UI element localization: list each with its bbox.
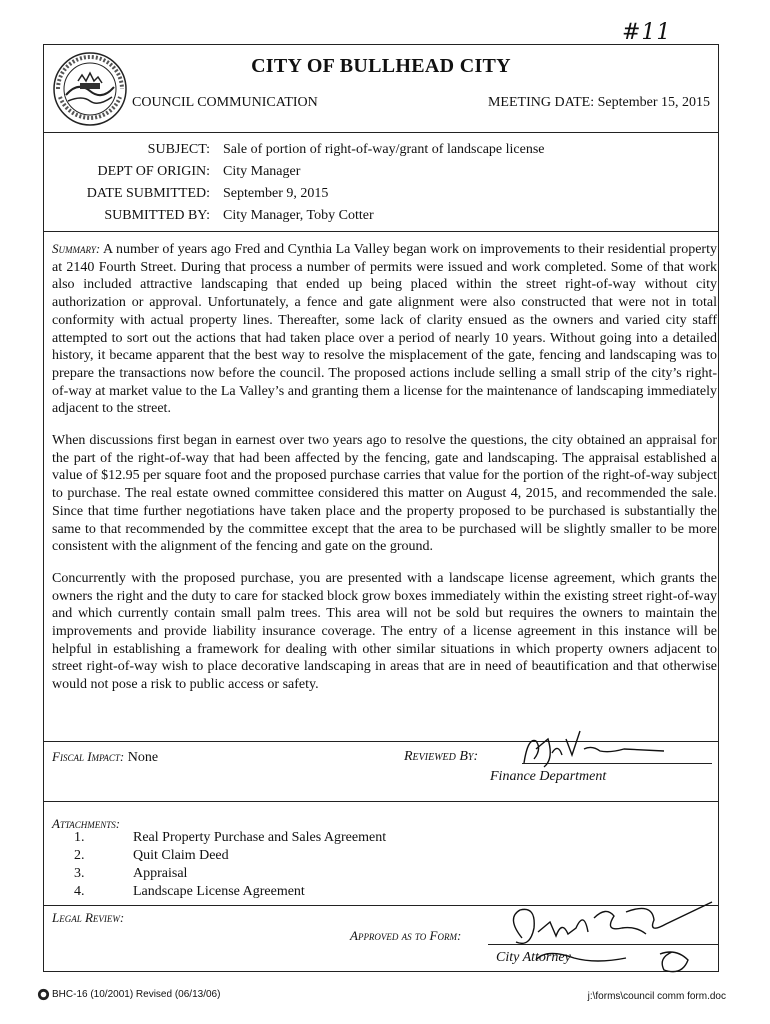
approved-as-to-form-label: Approved as to Form: xyxy=(350,928,462,943)
summary-paragraph-3: Concurrently with the proposed purchase, you are presented with a landscape license agreement, which grants the owners the right and the duty to care for stacked block grow boxes immediately within the existing street right-of-way and which currently contain small palm trees. This area will not be sold but requires the owners to maintain the improvements and provide liability insurance coverage. The entry of a license agreement in this instance will be helpful in establishing a framework for dealing with other similar situations in which property owners adjacent to street right-of-way wish to place decorative landscaping in areas that are in need of beautification and that otherwise would not pose a risk to public access or safety. xyxy=(52,570,717,693)
fiscal-impact-value: None xyxy=(127,750,159,765)
main-content-box xyxy=(43,133,719,802)
summary-paragraph-2: When discussions first began in earnest over two years ago to resolve the questions, the city obtained an appraisal for the part of the right-of-way that had been affected by the fencing, gate and landscaping. The appraisal established a value of $12.95 per square foot and the proposed purchase carries that value for the portion of the right-of-way subject to purchase. The real estate owned committee considered this matter on August 4, 2015, and recommended the sale. Since that time further negotiations have taken place and the property proposed to be purchased is substantially the same to that recommended by the committee except that the area to be purchased will be slightly smaller to be more consistent with the alignment of the fencing and gate on the ground. xyxy=(52,433,717,555)
document-type: COUNCIL COMMUNICATION xyxy=(132,95,318,110)
page-number-mark: #11 xyxy=(622,20,672,45)
divider xyxy=(44,741,718,742)
city-attorney: City Attorney xyxy=(496,950,571,965)
attachment-title: Landscape License Agreement xyxy=(133,884,305,899)
meta-value: Sale of portion of right-of-way/grant of landscape license xyxy=(223,142,545,157)
file-path: j:\forms\council comm form.doc xyxy=(587,991,726,1002)
attachments-label: Attachments: xyxy=(52,816,121,831)
meta-value: September 9, 2015 xyxy=(223,186,329,201)
city-logo-icon xyxy=(37,988,50,1001)
legal-review-label: Legal Review: xyxy=(52,910,125,925)
meta-label: DATE SUBMITTED: xyxy=(86,186,210,201)
summary-body xyxy=(52,240,717,708)
divider xyxy=(44,231,718,232)
form-id-text: BHC-16 (10/2001) Revised (06/13/06) xyxy=(52,989,221,1001)
attachment-number: 1. xyxy=(74,830,85,845)
meta-row-dept xyxy=(44,161,720,183)
meta-value: City Manager, Toby Cotter xyxy=(223,208,374,223)
finance-department: Finance Department xyxy=(490,769,607,784)
summary-paragraph-1 xyxy=(52,240,717,418)
list-item xyxy=(52,847,552,865)
meta-row-date xyxy=(44,183,720,205)
fiscal-impact-label: Fiscal Impact: xyxy=(52,749,125,764)
list-item xyxy=(52,865,552,883)
attachment-title: Quit Claim Deed xyxy=(133,848,229,863)
signature-line xyxy=(488,944,718,945)
signature-line xyxy=(522,763,712,764)
reviewed-by-label: Reviewed By: xyxy=(404,749,479,764)
form-id xyxy=(37,988,220,1001)
fiscal-impact xyxy=(52,749,158,766)
attachment-number: 3. xyxy=(74,866,85,881)
meta-label: SUBMITTED BY: xyxy=(104,208,210,223)
meta-label: SUBJECT: xyxy=(147,142,210,157)
list-item xyxy=(52,883,552,901)
meta-label: DEPT OF ORIGIN: xyxy=(97,164,210,179)
attorney-signature-icon xyxy=(476,898,716,984)
legal-review-box xyxy=(43,906,719,972)
meta-value: City Manager xyxy=(223,164,301,179)
attachments-list xyxy=(52,829,552,901)
attachment-title: Real Property Purchase and Sales Agreement xyxy=(133,830,387,845)
meta-row-subject xyxy=(44,139,720,161)
attachment-title: Appraisal xyxy=(133,866,188,881)
header-box xyxy=(43,44,719,133)
attachment-number: 4. xyxy=(74,884,85,899)
list-item xyxy=(52,829,552,847)
meta-block xyxy=(44,139,720,227)
summary-text-1: A number of years ago Fred and Cynthia La Valley began work on improvements to their residential property at 2140 Fourth Street. During that process a number of permits were issued and work completed. Some of that work also included attractive landscaping that ended up being placed within the street right-of-way without city authorization or approval. Unfortunately, a fence and gate alignment were also constructed that were not in total conformity with actual property lines. Thereafter, some lack of clarity ensued as the owners and varied city staff attempted to sort out the actions that had taken place over a period of nearly 10 years. Without going into a detailed history, it became apparent that the best way to resolve the misplacement of the gate, fencing and landscaping was to prepare the transactions now before the council. The proposed actions include selling a small strip of the city’s right-of-way at market value to the La Valley’s and granting them a license for the maintenance of landscaping immediately adjacent to the street. xyxy=(52,242,717,417)
page-title: CITY OF BULLHEAD CITY xyxy=(251,55,511,77)
attachment-number: 2. xyxy=(74,848,85,863)
meeting-date: MEETING DATE: September 15, 2015 xyxy=(487,95,710,110)
summary-label: Summary: xyxy=(52,241,101,256)
attachments-box xyxy=(43,802,719,906)
meta-row-submitted-by xyxy=(44,205,720,227)
